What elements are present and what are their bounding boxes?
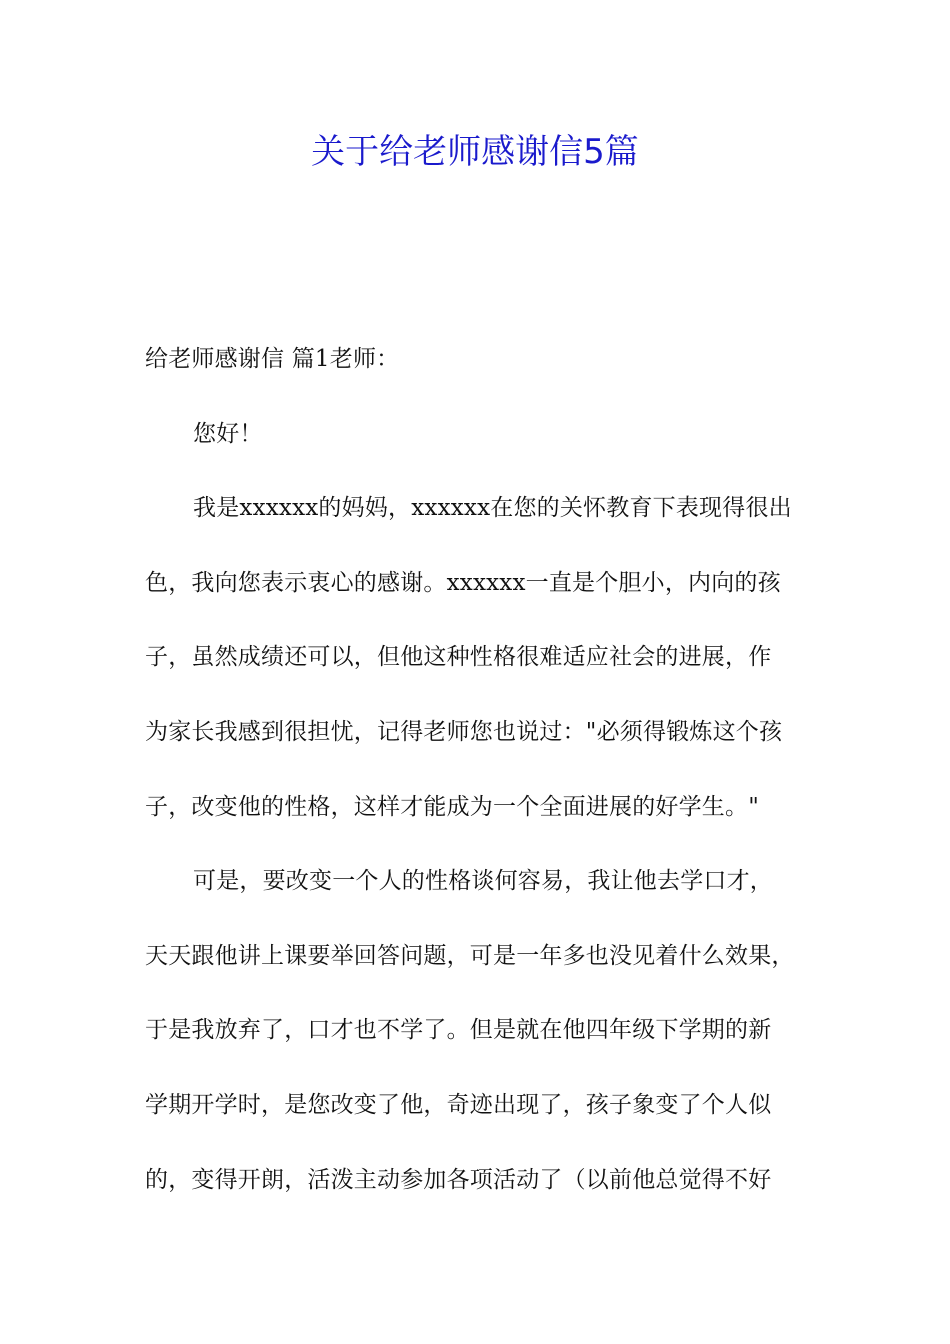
paragraph-line: 子，改变他的性格，这样才能成为一个全面进展的好学生。" (145, 793, 759, 820)
paragraph-line: 天天跟他讲上课要举回答问题，可是一年多也没见着什么效果， (145, 942, 795, 969)
paragraph-line: 为家长我感到很担忧，记得老师您也说过："必须得锻炼这个孩 (145, 718, 783, 745)
salutation-line: 给老师感谢信 篇1老师： (145, 346, 400, 372)
paragraph-line: 于是我放弃了，口才也不学了。但是就在他四年级下学期的新 (145, 1017, 772, 1044)
greeting-line: 您好！ (193, 420, 263, 447)
paragraph-line: 色，我向您表示衷心的感谢。xxxxxx一直是个胆小，内向的孩 (145, 569, 781, 596)
paragraph-line: 子，虽然成绩还可以，但他这种性格很难适应社会的进展，作 (145, 644, 772, 671)
paragraph-line: 我是xxxxxx的妈妈，xxxxxx在您的关怀教育下表现得很出 (193, 495, 792, 522)
paragraph-line: 可是，要改变一个人的性格谈何容易，我让他去学口才， (193, 868, 773, 895)
document-title: 关于给老师感谢信5篇 (311, 132, 639, 172)
paragraph-line: 的，变得开朗，活泼主动参加各项活动了（以前他总觉得不好 (145, 1166, 772, 1193)
paragraph-line: 学期开学时，是您改变了他，奇迹出现了，孩子象变了个人似 (145, 1091, 772, 1118)
letter-body (145, 337, 825, 1232)
